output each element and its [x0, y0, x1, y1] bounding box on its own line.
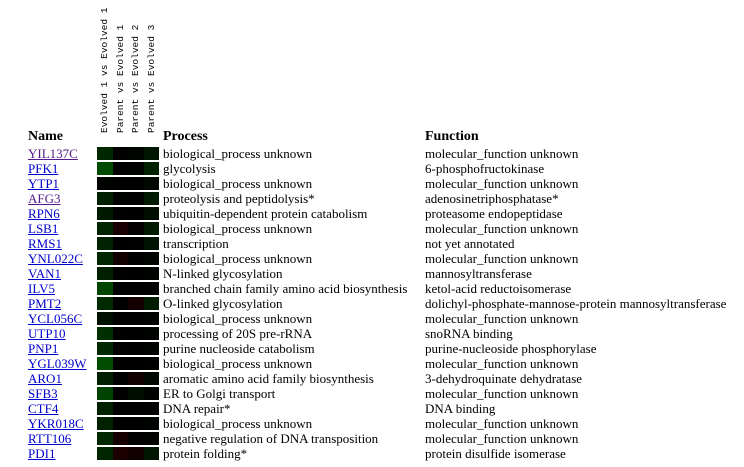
gene-link[interactable]: RPN6: [28, 206, 60, 221]
process-text: biological_process unknown: [163, 176, 313, 191]
heatmap-cell: [97, 387, 113, 400]
heatmap-cell: [113, 432, 129, 445]
heatmap-cell: [144, 327, 160, 340]
function-text: molecular_function unknown: [425, 251, 579, 266]
heatmap-cell: [128, 222, 144, 235]
table-row: [0, 431, 744, 446]
heatmap-strip: [97, 387, 159, 400]
gene-link[interactable]: PMT2: [28, 296, 62, 311]
heatmap-strip: [97, 297, 159, 310]
function-text: 6-phosphofructokinase: [425, 161, 545, 176]
heatmap-cell: [128, 267, 144, 280]
function-text: purine-nucleoside phosphorylase: [425, 341, 597, 356]
table-row: [0, 416, 744, 431]
function-text: molecular_function unknown: [425, 416, 579, 431]
gene-link[interactable]: LSB1: [28, 221, 59, 236]
heatmap-cell: [144, 147, 160, 160]
heatmap-cell: [113, 222, 129, 235]
heatmap-column-header: Parent vs Evolved 1: [114, 24, 126, 133]
function-text: DNA binding: [425, 401, 496, 416]
process-text: purine nucleoside catabolism: [163, 341, 315, 356]
heatmap-cell: [113, 342, 129, 355]
table-row: [0, 176, 744, 191]
gene-link[interactable]: RTT106: [28, 431, 72, 446]
process-text: biological_process unknown: [163, 146, 313, 161]
heatmap-strip: [97, 162, 159, 175]
heatmap-cell: [97, 252, 113, 265]
heatmap-cell: [128, 357, 144, 370]
gene-link[interactable]: YTP1: [28, 176, 60, 191]
heatmap-column-header: Evolved 1 vs Evolved 1: [99, 7, 110, 133]
heatmap-cell: [144, 402, 160, 415]
heatmap-cell: [128, 447, 144, 460]
heatmap-cell: [128, 402, 144, 415]
heatmap-cell: [113, 312, 129, 325]
heatmap-strip: [97, 192, 159, 205]
heatmap-cell: [128, 252, 144, 265]
process-text: protein folding*: [163, 446, 248, 461]
heatmap-cell: [97, 417, 113, 430]
heatmap-strip: [97, 237, 159, 250]
function-text: protein disulfide isomerase: [425, 446, 566, 461]
heatmap-cell: [128, 207, 144, 220]
heatmap-cell: [113, 417, 129, 430]
heatmap-cell: [113, 327, 129, 340]
heatmap-strip: [97, 282, 159, 295]
heatmap-cell: [113, 282, 129, 295]
gene-link[interactable]: YCL056C: [28, 311, 83, 326]
table-row: [0, 356, 744, 371]
heatmap-cell: [97, 207, 113, 220]
table-row: [0, 446, 744, 461]
heatmap-cell: [144, 432, 160, 445]
gene-link[interactable]: YGL039W: [28, 356, 87, 371]
heatmap-strip: [97, 372, 159, 385]
heatmap-cell: [113, 447, 129, 460]
process-text: biological_process unknown: [163, 416, 313, 431]
heatmap-cell: [97, 327, 113, 340]
function-text: proteasome endopeptidase: [425, 206, 563, 221]
heatmap-cell: [128, 177, 144, 190]
heatmap-strip: [97, 147, 159, 160]
heatmap-cell: [128, 237, 144, 250]
process-text: aromatic amino acid family biosynthesis: [163, 371, 374, 386]
heatmap-strip: [97, 357, 159, 370]
process-text: ubiquitin-dependent protein catabolism: [163, 206, 368, 221]
heatmap-cell: [97, 372, 113, 385]
heatmap-cell: [113, 237, 129, 250]
gene-link[interactable]: PNP1: [28, 341, 59, 356]
heatmap-cell: [113, 357, 129, 370]
gene-link[interactable]: VAN1: [28, 266, 61, 281]
process-text: ER to Golgi transport: [163, 386, 276, 401]
function-text: molecular_function unknown: [425, 146, 579, 161]
process-text: transcription: [163, 236, 229, 251]
table-row: [0, 326, 744, 341]
function-text: mannosyltransferase: [425, 266, 532, 281]
heatmap-cell: [144, 252, 160, 265]
heatmap-cell: [144, 417, 160, 430]
function-text: molecular_function unknown: [425, 431, 579, 446]
gene-link[interactable]: ARO1: [28, 371, 62, 386]
heatmap-cell: [144, 162, 160, 175]
heatmap-cell: [97, 402, 113, 415]
process-text: biological_process unknown: [163, 251, 313, 266]
heatmap-strip: [97, 207, 159, 220]
process-text: processing of 20S pre-rRNA: [163, 326, 313, 341]
heatmap-strip: [97, 447, 159, 460]
function-text: molecular_function unknown: [425, 311, 579, 326]
heatmap-cell: [144, 207, 160, 220]
process-text: glycolysis: [163, 161, 216, 176]
heatmap-cell: [97, 282, 113, 295]
function-text: ketol-acid reductoisomerase: [425, 281, 572, 296]
heatmap-cell: [113, 192, 129, 205]
heatmap-cell: [144, 357, 160, 370]
heatmap-strip: [97, 342, 159, 355]
heatmap-cell: [97, 147, 113, 160]
function-text: molecular_function unknown: [425, 221, 579, 236]
table-row: [0, 341, 744, 356]
process-text: branched chain family amino acid biosynthesis: [163, 281, 408, 296]
function-text: 3-dehydroquinate dehydratase: [425, 371, 583, 386]
table-row: [0, 281, 744, 296]
function-text: molecular_function unknown: [425, 176, 579, 191]
heatmap-cell: [144, 387, 160, 400]
heatmap-strip: [97, 327, 159, 340]
gene-link[interactable]: YIL137C: [28, 146, 78, 161]
heatmap-cell: [113, 177, 129, 190]
gene-link[interactable]: AFG3: [28, 191, 61, 206]
heatmap-cell: [113, 252, 129, 265]
heatmap-cell: [113, 162, 129, 175]
heatmap-cell: [144, 312, 160, 325]
table-row: [0, 236, 744, 251]
heatmap-cell: [97, 297, 113, 310]
table-row: [0, 401, 744, 416]
process-text: N-linked glycosylation: [163, 266, 283, 281]
function-text: molecular_function unknown: [425, 386, 579, 401]
heatmap-cell: [113, 402, 129, 415]
process-text: proteolysis and peptidolysis*: [163, 191, 315, 206]
heatmap-cell: [97, 162, 113, 175]
heatmap-cell: [144, 447, 160, 460]
heatmap-column-header: Parent vs Evolved 2: [130, 24, 141, 133]
name-column-header: Name: [28, 129, 63, 144]
gene-link[interactable]: ILV5: [28, 281, 55, 296]
heatmap-cell: [144, 372, 160, 385]
heatmap-cell: [144, 297, 160, 310]
function-text: adenosinetriphosphatase*: [425, 191, 559, 206]
heatmap-cell: [128, 282, 144, 295]
heatmap-cell: [144, 222, 160, 235]
heatmap-cell: [144, 267, 160, 280]
heatmap-cell: [128, 342, 144, 355]
gene-link[interactable]: CTF4: [28, 401, 59, 416]
table-row: [0, 266, 744, 281]
process-text: biological_process unknown: [163, 356, 313, 371]
heatmap-cell: [97, 222, 113, 235]
heatmap-cell: [128, 387, 144, 400]
heatmap-cell: [97, 267, 113, 280]
heatmap-cell: [128, 312, 144, 325]
heatmap-cell: [128, 417, 144, 430]
heatmap-cell: [144, 342, 160, 355]
table-row: [0, 221, 744, 236]
heatmap-strip: [97, 267, 159, 280]
heatmap-cell: [144, 192, 160, 205]
table-body: [0, 146, 744, 461]
process-text: biological_process unknown: [163, 221, 313, 236]
heatmap-cell: [113, 297, 129, 310]
heatmap-cell: [128, 192, 144, 205]
table-row: [0, 146, 744, 161]
heatmap-cell: [113, 372, 129, 385]
gene-link[interactable]: YKR018C: [28, 416, 84, 431]
heatmap-strip: [97, 312, 159, 325]
heatmap-cell: [113, 147, 129, 160]
process-text: negative regulation of DNA transposition: [163, 431, 379, 446]
gene-link[interactable]: PDI1: [28, 446, 56, 461]
heatmap-cell: [128, 372, 144, 385]
heatmap-cell: [97, 177, 113, 190]
gene-link[interactable]: PFK1: [28, 161, 59, 176]
gene-link[interactable]: RMS1: [28, 236, 62, 251]
function-text: molecular_function unknown: [425, 356, 579, 371]
heatmap-cell: [97, 357, 113, 370]
gene-link[interactable]: UTP10: [28, 326, 66, 341]
table-row: [0, 206, 744, 221]
gene-link[interactable]: SFB3: [28, 386, 58, 401]
table-row: [0, 371, 744, 386]
process-column-header: Process: [163, 129, 208, 144]
process-text: DNA repair*: [163, 401, 231, 416]
table-row: [0, 161, 744, 176]
heatmap-cell: [113, 387, 129, 400]
heatmap-strip: [97, 222, 159, 235]
heatmap-cell: [128, 162, 144, 175]
heatmap-cell: [97, 312, 113, 325]
heatmap-cell: [113, 207, 129, 220]
heatmap-cell: [128, 147, 144, 160]
heatmap-cell: [144, 282, 160, 295]
heatmap-strip: [97, 252, 159, 265]
heatmap-cell: [128, 432, 144, 445]
heatmap-strip: [97, 417, 159, 430]
heatmap-cell: [97, 432, 113, 445]
heatmap-cell: [144, 177, 160, 190]
function-column-header: Function: [425, 129, 479, 144]
function-text: snoRNA binding: [425, 326, 513, 341]
heatmap-cell: [97, 192, 113, 205]
heatmap-cell: [97, 342, 113, 355]
heatmap-cell: [128, 297, 144, 310]
process-text: O-linked glycosylation: [163, 296, 283, 311]
table-row: [0, 386, 744, 401]
table-row: [0, 296, 744, 311]
heatmap-cell: [97, 237, 113, 250]
gene-link[interactable]: YNL022C: [28, 251, 83, 266]
function-text: dolichyl-phosphate-mannose-protein mannosyltransferase: [425, 296, 727, 311]
heatmap-strip: [97, 402, 159, 415]
heatmap-cell: [144, 237, 160, 250]
heatmap-cell: [97, 447, 113, 460]
table-row: [0, 311, 744, 326]
heatmap-cell: [128, 327, 144, 340]
table-row: [0, 251, 744, 266]
heatmap-column-header: Parent vs Evolved 3: [145, 24, 157, 133]
heatmap-strip: [97, 177, 159, 190]
process-text: biological_process unknown: [163, 311, 313, 326]
heatmap-strip: [97, 432, 159, 445]
function-text: not yet annotated: [425, 236, 515, 251]
table-row: [0, 191, 744, 206]
heatmap-cell: [113, 267, 129, 280]
